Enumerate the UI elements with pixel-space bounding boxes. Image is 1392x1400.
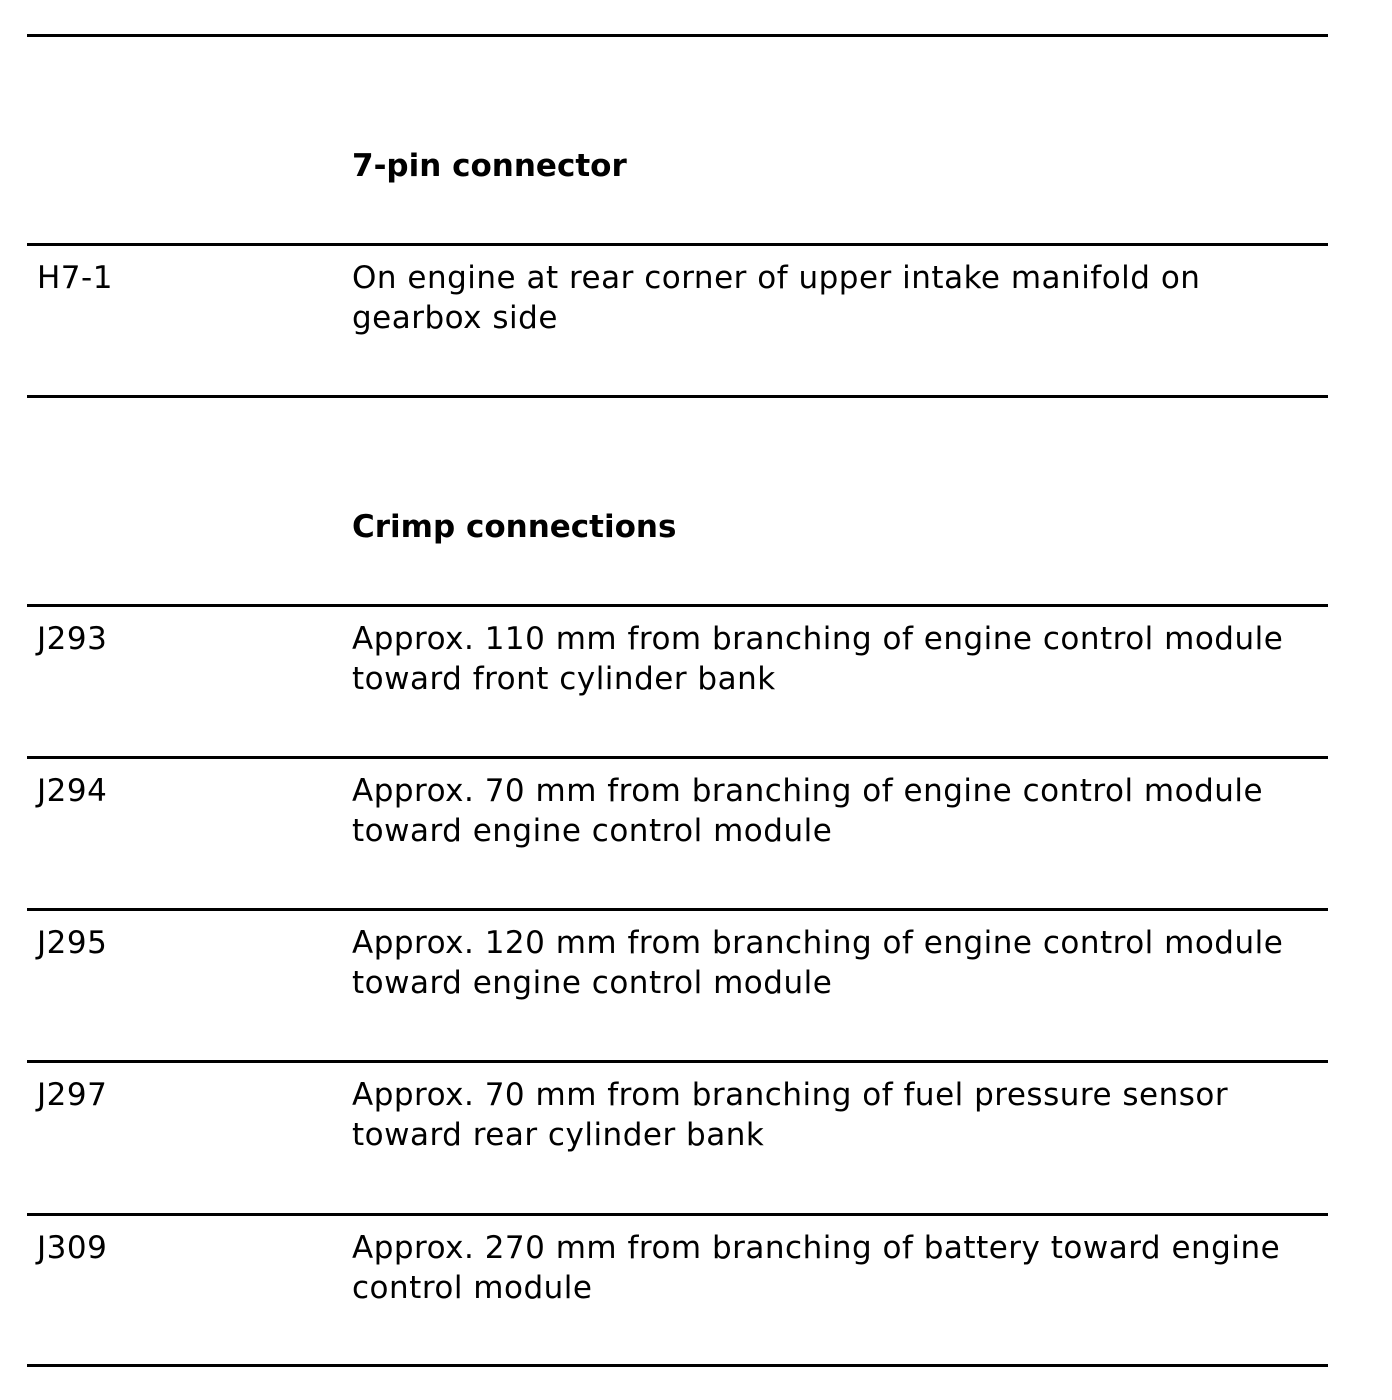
bottom-divider: [27, 1364, 1328, 1367]
row-code-j293: J293: [37, 621, 108, 657]
row-divider: [27, 756, 1328, 759]
row-description-h7-1: On engine at rear corner of upper intake manifold on gearbox side: [352, 260, 1201, 336]
row-description-j293: Approx. 110 mm from branching of engine control module toward front cylinder bank: [352, 621, 1284, 697]
row-divider: [27, 243, 1328, 246]
row-description-j294: Approx. 70 mm from branching of engine control module toward engine control module: [352, 773, 1264, 849]
row-description-j295: Approx. 120 mm from branching of engine control module toward engine control module: [352, 925, 1284, 1001]
row-code-j294: J294: [37, 773, 108, 809]
row-description-j309: Approx. 270 mm from branching of battery toward engine control module: [352, 1230, 1281, 1306]
row-code-j295: J295: [37, 925, 108, 961]
row-divider: [27, 1060, 1328, 1063]
row-code-j297: J297: [37, 1077, 108, 1113]
row-divider: [27, 604, 1328, 607]
row-code-h7-1: H7-1: [37, 260, 113, 296]
section-heading-7-pin-connector: 7-pin connector: [352, 148, 627, 184]
row-description-j297: Approx. 70 mm from branching of fuel pressure sensor toward rear cylinder bank: [352, 1077, 1229, 1153]
row-divider: [27, 908, 1328, 911]
section-divider: [27, 395, 1328, 398]
row-divider: [27, 1213, 1328, 1216]
section-heading-crimp-connections: Crimp connections: [352, 509, 677, 545]
row-code-j309: J309: [37, 1230, 108, 1266]
top-divider: [27, 34, 1328, 37]
